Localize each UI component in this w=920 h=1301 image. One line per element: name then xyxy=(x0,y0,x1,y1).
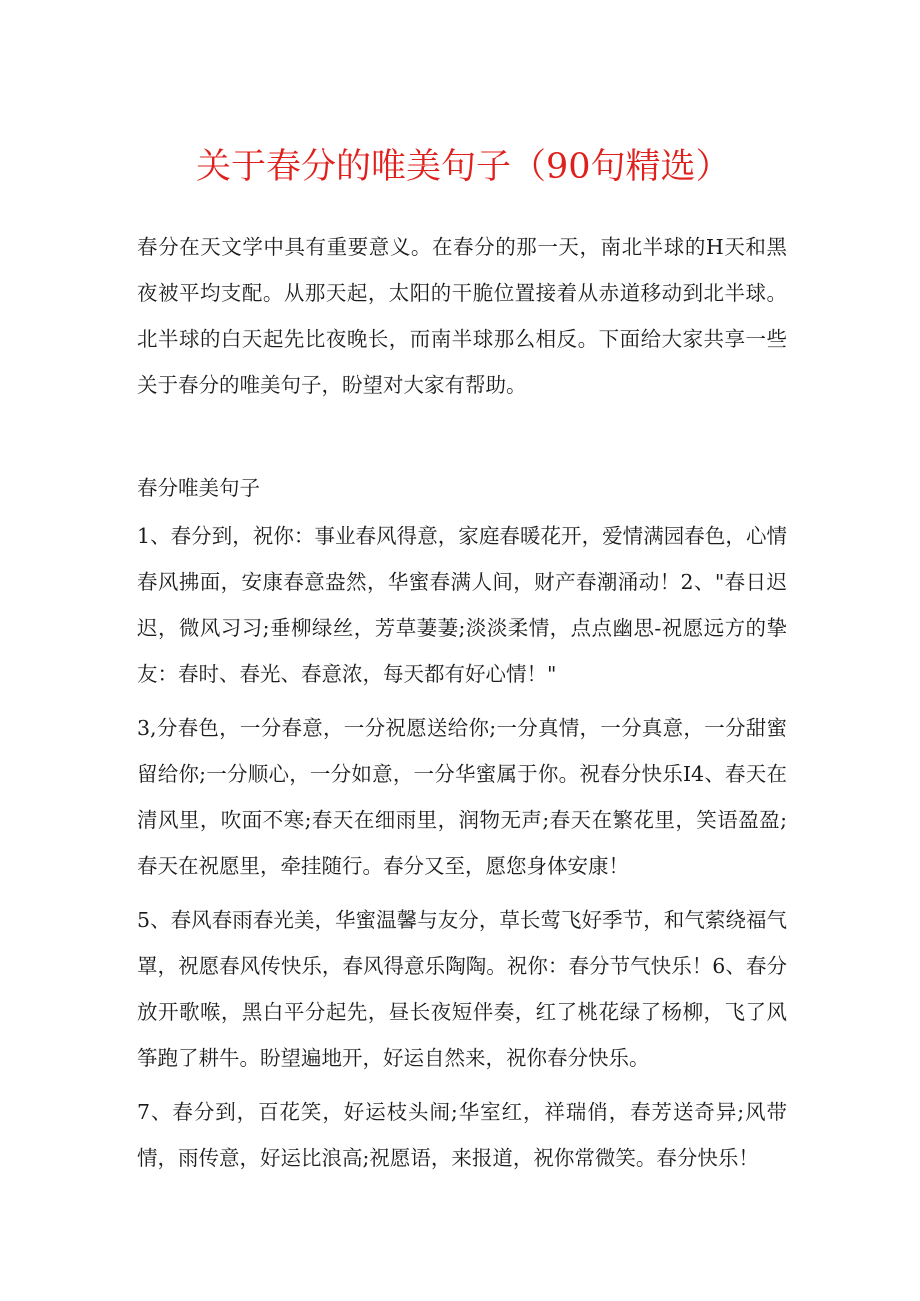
sentence-paragraph-2: 3,分春色，一分春意，一分祝愿送给你;一分真情，一分真意，一分甜蜜留给你;一分顺心，一分如意，一分华蜜属于你。祝春分快乐I4、春天在清风里，吹面不寒;春天在细雨里，润物无声;春天在繁花里，笑语盈盈;春天在祝愿里，牵挂随行。春分又至，愿您身体安康！ xyxy=(137,716,787,878)
sentence-paragraph-4: 7、春分到，百花笑，好运枝头闹;华室红，祥瑞俏，春芳送奇异;风带情，雨传意，好运比浪高;祝愿语，来报道，祝你常微笑。春分快乐！ xyxy=(137,1100,787,1170)
intro-paragraph: 春分在天文学中具有重要意义。在春分的那一天，南北半球的H天和黑夜被平均支配。从那天起，太阳的干脆位置接着从赤道移动到北半球。北半球的白天起先比夜晚长，而南半球那么相反。下面给大家共享一些关于春分的唯美句子，盼望对大家有帮助。 xyxy=(137,235,787,397)
document-title: 关于春分的唯美句子（90句精选） xyxy=(196,147,731,187)
sentence-paragraph-3: 5、春风春雨春光美，华蜜温馨与友分，草长莺飞好季节，和气萦绕福气罩，祝愿春风传快乐，春风得意乐陶陶。祝你：春分节气快乐！6、春分放开歌喉，黑白平分起先，昼长夜短伴奏，红了桃花绿了杨柳，飞了风筝跑了耕牛。盼望遍地开，好运自然来，祝你春分快乐。 xyxy=(137,908,787,1070)
sentence-paragraph-1: 1、春分到，祝你：事业春风得意，家庭春暖花开，爱情满园春色，心情春风拂面，安康春意盎然，华蜜春满人间，财产春潮涌动！2、"春日迟迟，微风习习;垂柳绿丝，芳草萋萋;淡淡柔情，点点幽思-祝愿远方的挚友：春时、春光、春意浓，每天都有好心情！" xyxy=(137,524,787,686)
section-heading: 春分唯美句子 xyxy=(137,476,260,500)
